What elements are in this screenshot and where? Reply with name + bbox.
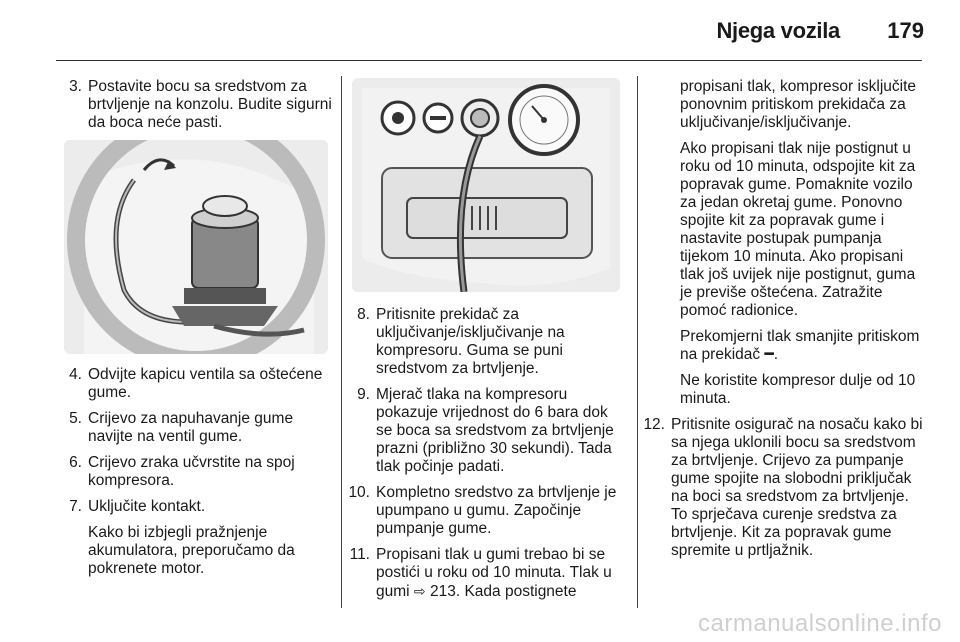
step-4	[64, 366, 332, 402]
step-11	[349, 546, 626, 601]
column-divider-1	[341, 76, 342, 608]
step-text: Kompletno sredstvo za brtvljenje je upumpano u gumu. Započinje pumpanje gume.	[376, 484, 617, 537]
page-reference-icon: ⇨	[413, 583, 426, 599]
step-3	[64, 78, 332, 132]
step-text: Propisani tlak u gumi trebao bi se postići u roku od 10 minuta. Tlak u gumi	[376, 546, 612, 600]
column-3	[643, 78, 923, 568]
overpressure-paragraph	[647, 328, 923, 364]
step-number: 9.	[357, 386, 370, 403]
minus-switch-icon: ━	[764, 346, 774, 363]
step-text: Mjerač tlaka na kompresoru pokazuje vrijednost do 6 bara dok se boca sa sredstvom za brtvljenje prazni (približno 30 sekundi). Tada tlak počinje padati.	[376, 386, 614, 475]
watermark: carmanualsonline.info	[698, 610, 942, 637]
step-text: Odvijte kapicu ventila sa oštećene gume.	[88, 366, 323, 401]
step-6	[64, 454, 332, 490]
step-number: 8.	[357, 306, 370, 323]
step-number: 6.	[69, 454, 82, 471]
pressure-not-reached-paragraph: Ako propisani tlak nije postignut u roku od 10 minuta, odspojite kit za popravak gume. Pomaknite vozilo za jedan okretaj gume. Ponovno spojite kit za popravak gume i nastavite postupak pumpanja tijekom 10 minuta. Ako propisani tlak još uvijek nije postignut, guma je previše oštećena. Zatražite pomoć radionice.	[680, 140, 916, 319]
continued-paragraph: propisani tlak, kompresor isključite ponovnim pritiskom prekidača za uključivanje/isključivanje.	[680, 78, 917, 131]
step-9	[352, 386, 626, 476]
step-8	[352, 306, 626, 378]
step-7-note: Kako bi izbjegli pražnjenje akumulatora, preporučamo da pokrenete motor.	[88, 524, 295, 577]
step-10	[348, 484, 626, 538]
step-text: Crijevo zraka učvrstite na spoj kompresora.	[88, 454, 295, 489]
step-number: 4.	[69, 366, 82, 383]
overpressure-text: Prekomjerni tlak smanjite pritiskom na prekidač	[680, 328, 920, 363]
column-1	[64, 78, 332, 586]
page-header	[0, 0, 960, 60]
step-12	[643, 416, 923, 560]
step-text: Uključite kontakt.	[88, 498, 206, 515]
step-number: 5.	[69, 410, 82, 427]
step-number: 3.	[69, 78, 82, 95]
page-number: 179	[887, 18, 924, 43]
header-rule	[56, 60, 922, 61]
step-text: Pritisnite prekidač za uključivanje/isključivanje na kompresoru. Guma se puni sredstvom za brtvljenje.	[376, 306, 565, 377]
step-text: Pritisnite osigurač na nosaču kako bi sa njega uklonili bocu sa sredstvom za brtvljenje. Crijevo za pumpanje gume spojite na slobodni priključak na boci sa sredstvom za brtvljenje. To sprječava curenje sredstva za brtvljenje. Kit za popravak gume spremite u prtljažnik.	[671, 416, 923, 559]
step-number: 10.	[348, 484, 370, 501]
step-text: Crijevo za napuhavanje gume navijte na ventil gume.	[88, 410, 294, 445]
step-number: 7.	[69, 498, 82, 515]
step-5	[64, 410, 332, 446]
column-divider-2	[637, 76, 638, 608]
step-number: 12.	[643, 416, 665, 433]
page-title: Njega vozila	[716, 18, 840, 43]
column-2	[348, 78, 626, 609]
overpressure-end: .	[773, 346, 779, 363]
sealant-bottle-illustration	[64, 140, 328, 354]
step-text: Postavite bocu sa sredstvom za brtvljenje na konzolu. Budite sigurni da boca neće pasti.	[88, 78, 332, 131]
step-text-continued: 213. Kada postignete	[429, 583, 577, 600]
step-number: 11.	[349, 546, 370, 563]
compressor-illustration	[352, 78, 620, 292]
step-7	[64, 498, 332, 516]
compressor-limit-paragraph: Ne koristite kompresor dulje od 10 minuta.	[680, 372, 916, 407]
